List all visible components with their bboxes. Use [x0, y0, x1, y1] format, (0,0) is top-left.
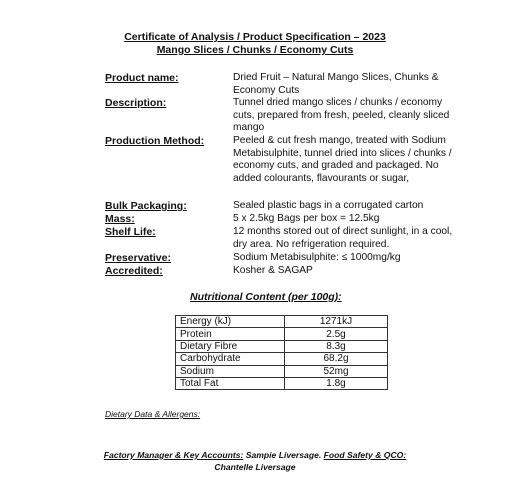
- table-row: [176, 316, 388, 328]
- label-product-name: Product name:: [105, 72, 179, 84]
- table-row: [176, 353, 388, 365]
- nutrition-table: [175, 315, 388, 390]
- label-preservative: Preservative:: [105, 252, 171, 264]
- nutrient-value: 52mg: [285, 365, 388, 377]
- nutrition-title: Nutritional Content (per 100g):: [190, 291, 342, 303]
- label-mass: Mass:: [105, 213, 135, 225]
- value-shelf-life: 12 months stored out of direct sunlight, in a cool, dry area. No refrigeration required.: [233, 226, 453, 250]
- nutrient-value: 68.2g: [285, 353, 388, 365]
- label-description: Description:: [105, 97, 167, 109]
- value-preservative: Sodium Metabisulphite: ≤ 1000mg/kg: [233, 252, 401, 263]
- value-mass: 5 x 2.5kg Bags per box = 12.5kg: [233, 213, 380, 224]
- value-bulk-packaging: Sealed plastic bags in a corrugated carton: [233, 200, 424, 211]
- value-description: Tunnel dried mango slices / chunks / economy cuts, prepared from fresh, peeled, cleanly sliced mango: [233, 97, 450, 133]
- nutrient-value: 1.8g: [285, 377, 388, 389]
- nutrient-value: 8.3g: [285, 340, 388, 352]
- label-production-method: Production Method:: [105, 135, 205, 147]
- dietary-note: Dietary Data & Allergens:: [105, 409, 201, 419]
- footer-contacts: [0, 450, 510, 460]
- nutrient-name: Dietary Fibre: [176, 340, 285, 352]
- label-shelf-life: Shelf Life:: [105, 226, 156, 238]
- label-accredited: Accredited:: [105, 265, 163, 277]
- nutrient-value: 1271kJ: [285, 316, 388, 328]
- table-row: [176, 377, 388, 389]
- nutrient-name: Carbohydrate: [176, 353, 285, 365]
- table-row: [176, 340, 388, 352]
- nutrient-name: Energy (kJ): [176, 316, 285, 328]
- value-accredited: Kosher & SAGAP: [233, 265, 313, 276]
- label-bulk-packaging: Bulk Packaging:: [105, 200, 187, 212]
- value-product-name: Dried Fruit – Natural Mango Slices, Chunks & Economy Cuts: [233, 72, 439, 96]
- footer-name-qco: Chantelle Liversage: [214, 462, 296, 472]
- table-row: [176, 328, 388, 340]
- document-subtitle: Mango Slices / Chunks / Economy Cuts: [156, 44, 354, 56]
- document-title: Certificate of Analysis / Product Specification – 2023: [124, 31, 386, 43]
- footer-name-manager: Sampie Liversage.: [243, 450, 324, 460]
- nutrient-value: 2.5g: [285, 328, 388, 340]
- nutrient-name: Sodium: [176, 365, 285, 377]
- value-production-method: Peeled & cut fresh mango, treated with Sodium Metabisulphite, tunnel dried into slices / chunks / economy cuts, and graded and packaged. No added colourants, flavourants or sugar,: [233, 135, 452, 184]
- table-row: [176, 365, 388, 377]
- footer-role-qco: Food Safety & QCO:: [323, 450, 407, 460]
- nutrient-name: Protein: [176, 328, 285, 340]
- footer-role-manager: Factory Manager & Key Accounts:: [103, 450, 244, 460]
- nutrient-name: Total Fat: [176, 377, 285, 389]
